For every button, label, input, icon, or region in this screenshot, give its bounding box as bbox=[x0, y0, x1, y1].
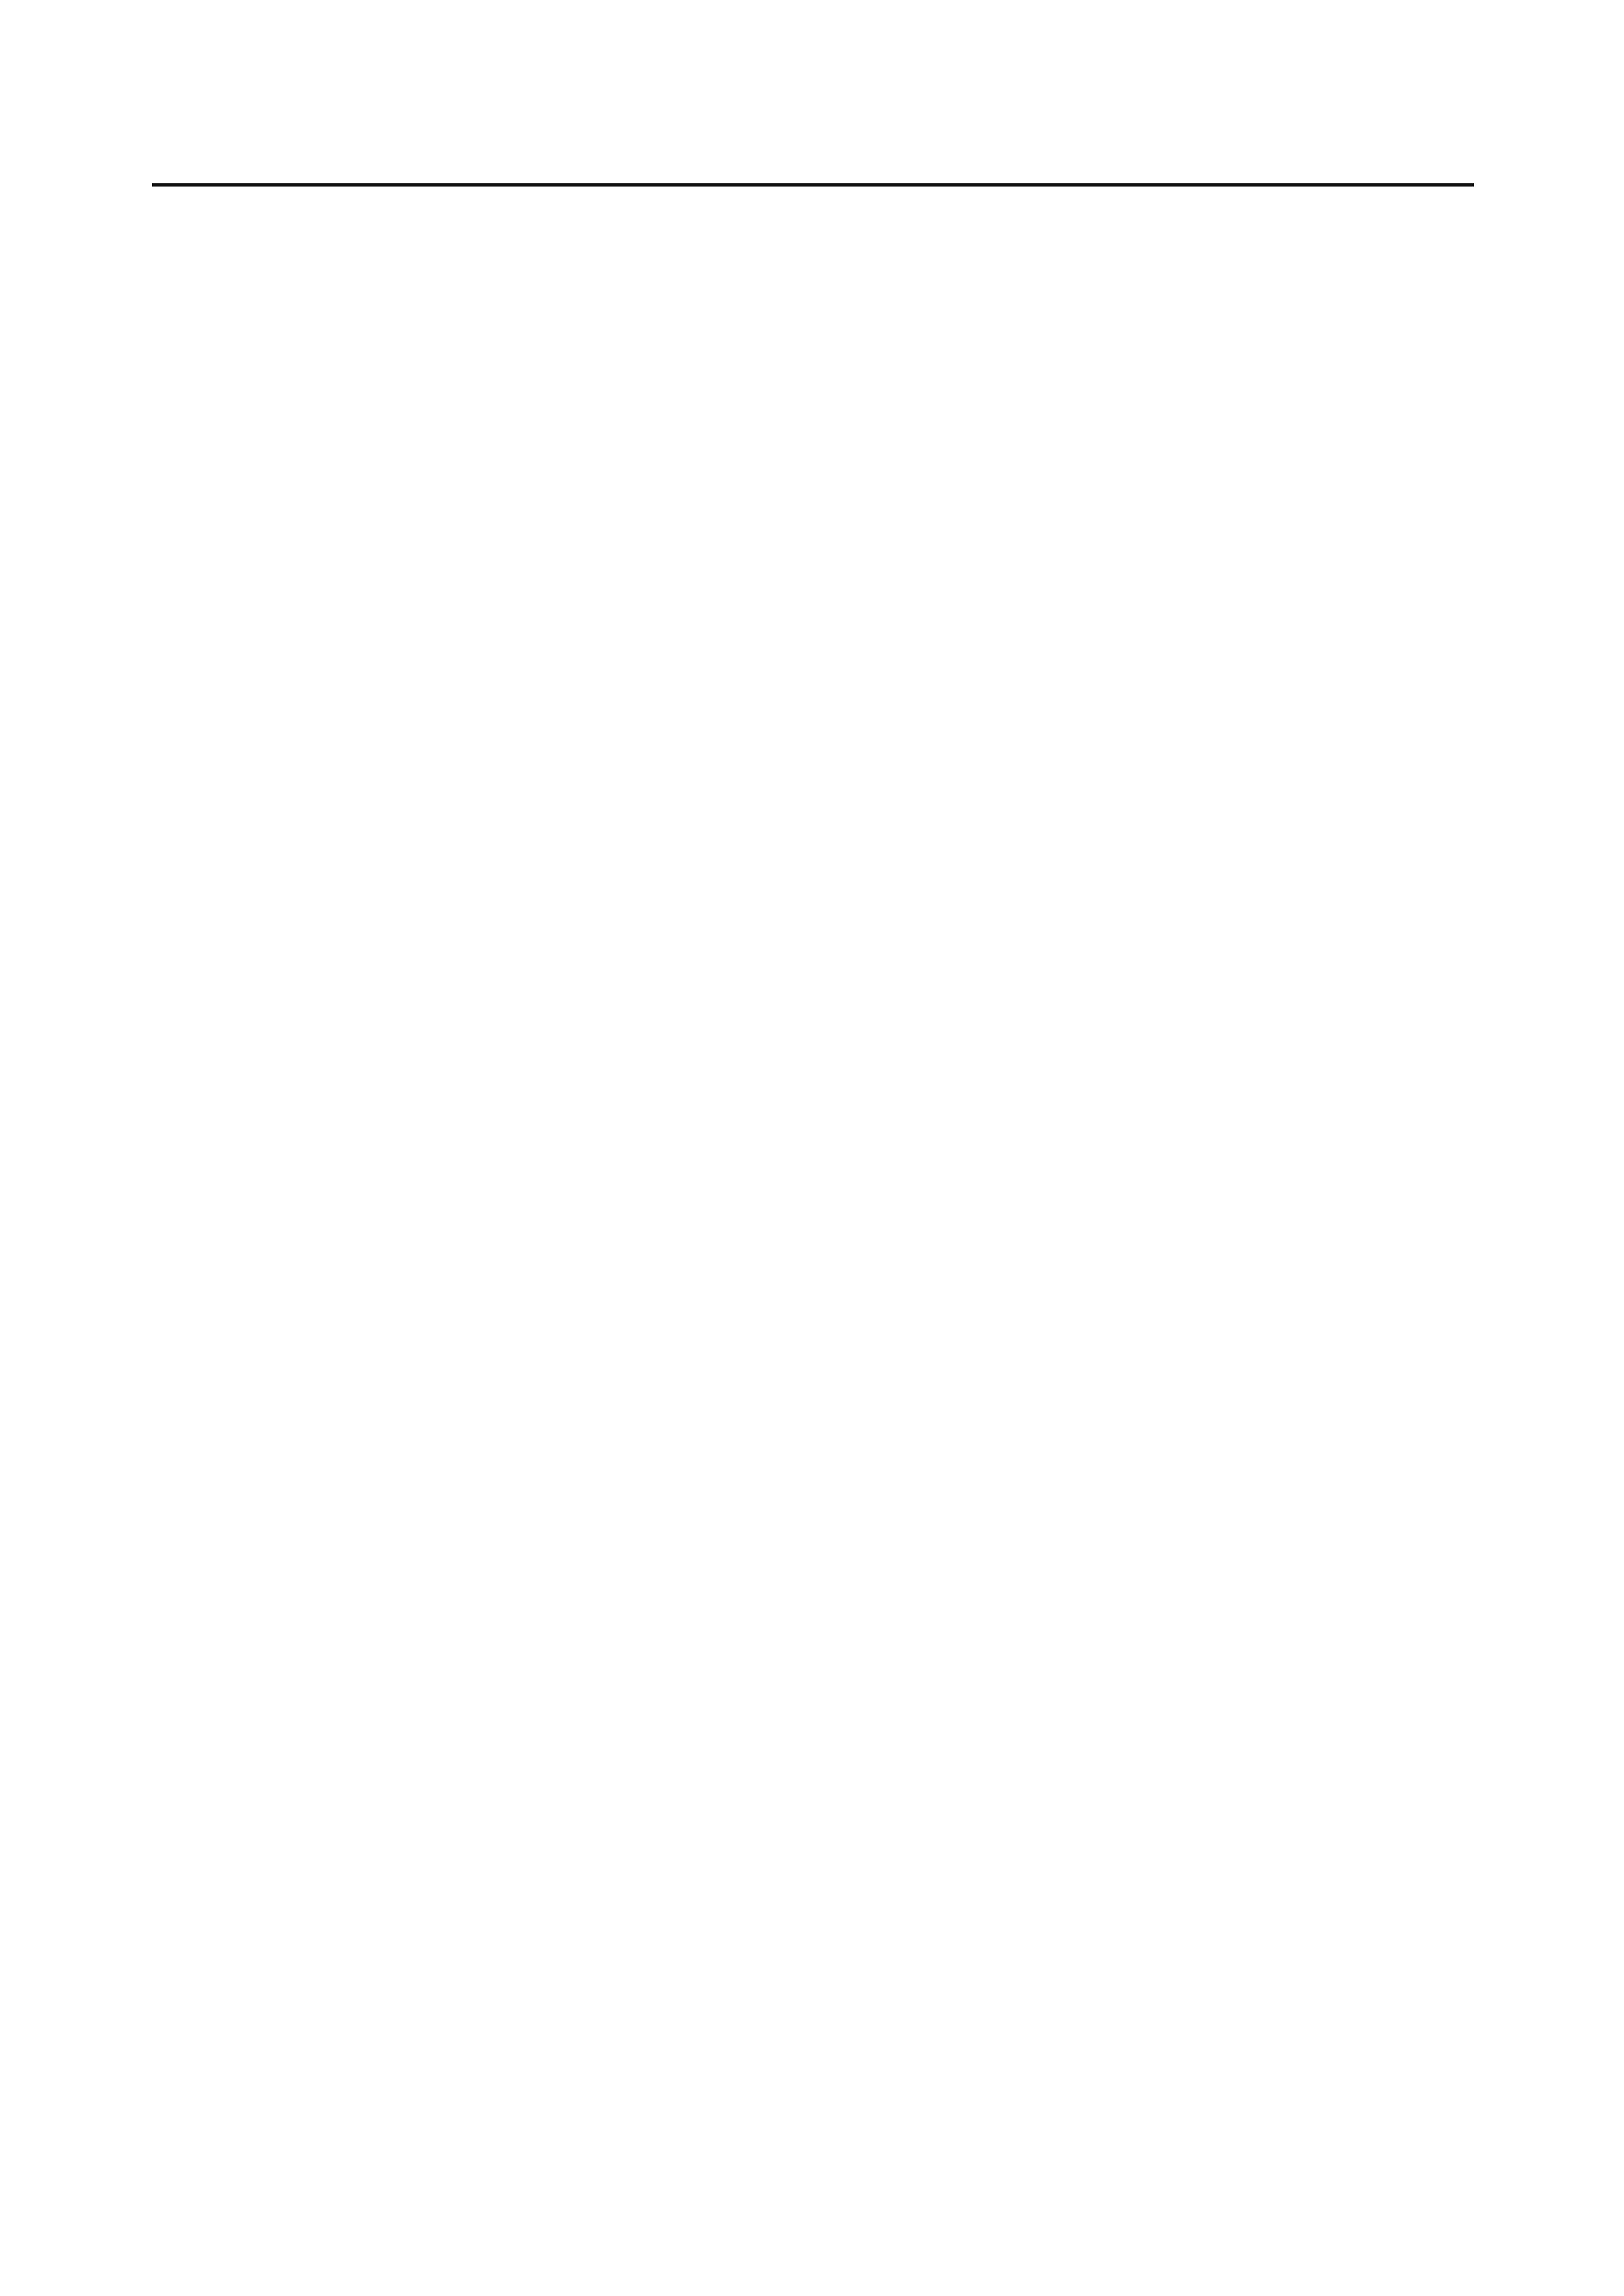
paragraph bbox=[152, 208, 806, 255]
figure-3b-xrd-chart bbox=[831, 1086, 1329, 1492]
header-rule bbox=[152, 183, 1474, 187]
figure-3a-xrd-chart bbox=[301, 1086, 812, 1492]
figure-4a-composition-chart bbox=[301, 1623, 812, 2055]
running-header bbox=[152, 134, 1474, 180]
figure-4b-composition-chart bbox=[831, 1623, 1329, 2055]
left-column bbox=[152, 208, 806, 255]
